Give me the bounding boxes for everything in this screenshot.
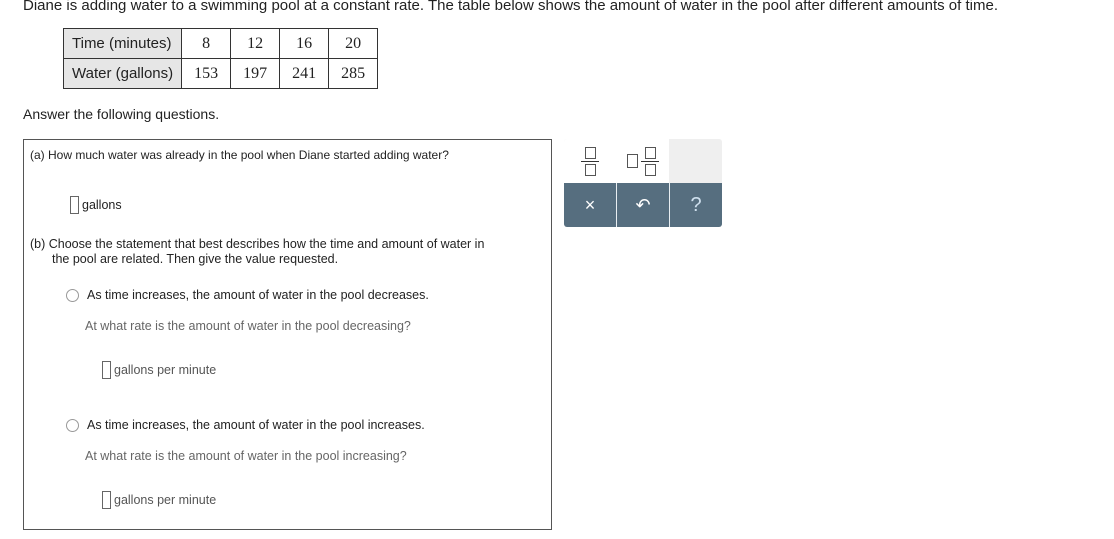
table-row-time [64,29,378,59]
mixed-number-button[interactable] [617,139,669,183]
radio-decreases[interactable] [66,289,79,302]
radio-increases[interactable] [66,419,79,432]
option-decreases[interactable] [66,288,429,302]
part-a-question: (a) How much water was already in the pool when Diane started adding water? [30,148,449,162]
help-icon: ? [690,193,702,216]
part-a-answer [70,196,122,214]
option-increases-label: As time increases, the amount of water in the pool increases. [87,418,425,432]
subquestion-increasing: At what rate is the amount of water in the pool increasing? [85,449,407,463]
increasing-rate-unit: gallons per minute [114,493,217,507]
mixed-number-icon [627,147,659,176]
part-b-question-line1: (b) Choose the statement that best describes how the time and amount of water in [30,237,485,251]
increasing-rate-answer [102,491,216,509]
problem-prompt: Diane is adding water to a swimming pool at a constant rate. The table below shows the amount of water in the pool after different amounts of time. [23,0,998,14]
instructions: Answer the following questions. [23,106,220,122]
table-cell: 153 [182,59,231,89]
part-a-input[interactable] [70,196,79,214]
subquestion-decreasing: At what rate is the amount of water in the pool decreasing? [85,319,411,333]
increasing-rate-input[interactable] [102,491,111,509]
table-cell: 16 [280,29,329,59]
part-b-question [30,237,484,267]
part-a-unit: gallons [82,198,122,212]
fraction-button[interactable] [564,139,617,183]
close-icon: × [584,194,596,215]
option-decreases-label: As time increases, the amount of water in the pool decreases. [87,288,429,302]
part-b-question-line2: the pool are related. Then give the value requested. [52,252,339,266]
action-bar [564,183,722,227]
data-table [63,28,378,89]
table-cell: 197 [231,59,280,89]
help-button[interactable] [670,183,722,227]
fraction-icon [581,147,599,176]
table-row-water [64,59,378,89]
option-increases[interactable] [66,418,425,432]
undo-icon: ↶ [635,194,651,215]
table-cell: 12 [231,29,280,59]
undo-button[interactable] [617,183,670,227]
decreasing-rate-input[interactable] [102,361,111,379]
table-cell: 241 [280,59,329,89]
table-cell: 20 [329,29,378,59]
decreasing-rate-answer [102,361,216,379]
table-cell: 285 [329,59,378,89]
math-toolbar [564,139,722,227]
row-header-time: Time (minutes) [64,29,182,59]
table-cell: 8 [182,29,231,59]
question-box [23,139,552,530]
clear-button[interactable] [564,183,617,227]
row-header-water: Water (gallons) [64,59,182,89]
decreasing-rate-unit: gallons per minute [114,363,217,377]
